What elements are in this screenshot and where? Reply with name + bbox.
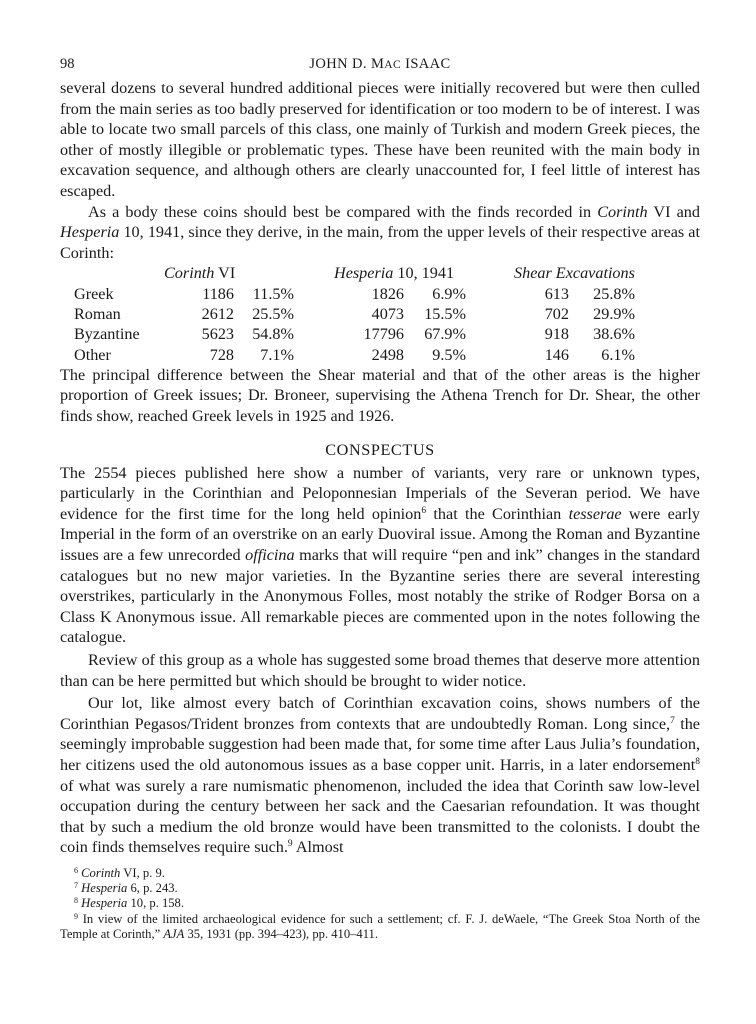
table-cell: 702 bbox=[544, 304, 569, 323]
page-number: 98 bbox=[60, 56, 75, 72]
running-title bbox=[60, 56, 700, 73]
author-name-rest: ISAAC bbox=[401, 56, 451, 72]
comparison-table bbox=[74, 263, 635, 364]
row-label: Byzantine bbox=[74, 325, 140, 344]
table-cell: 6.9% bbox=[432, 284, 466, 303]
table-cell: 728 bbox=[209, 345, 234, 364]
table-cell: 4073 bbox=[371, 304, 404, 323]
table-cell: 67.9% bbox=[424, 325, 466, 344]
table-row bbox=[74, 304, 635, 324]
author-name-smallcaps: AC bbox=[384, 59, 402, 71]
table-cell: 918 bbox=[544, 325, 569, 344]
footnote: $^9$ In view of the limited archaeological evidence for such a settlement; cf. F. J. deWaele, “The Greek Stoa North of the Temple at Corinth,” AJA 35, 1931 (pp. 394–423), pp. 410–411. bbox=[60, 911, 700, 941]
row-label: Greek bbox=[74, 284, 114, 303]
table-row bbox=[74, 324, 635, 344]
table-cell: 1826 bbox=[371, 284, 404, 303]
footnote-ref: 9 bbox=[287, 839, 293, 850]
row-label: Roman bbox=[74, 304, 121, 323]
footnote-ref: 8 bbox=[695, 756, 700, 767]
footnote-ref: 6 bbox=[421, 505, 427, 516]
table-cell: 38.6% bbox=[593, 325, 635, 344]
table-header: Hesperia 10, 1941 bbox=[334, 264, 455, 283]
table-cell: 146 bbox=[544, 345, 569, 364]
table-header: Corinth VI bbox=[164, 264, 236, 283]
table-header: Shear Excavations bbox=[514, 264, 635, 283]
running-header bbox=[60, 52, 700, 78]
footnote: $^6$ Corinth VI, p. 9. bbox=[74, 865, 165, 880]
paragraph-1: several dozens to several hundred additional pieces were initially recovered but were then culled from the main series as too badly preserved for identification or too modern to be of interest. I was able to locate two small parcels of this class, one mainly of Turkish and modern Greek pieces, the other of mostly illegible or problematic types. These have been reunited with the main body in excavation sequence, and although others are clearly unaccounted for, I feel little of interest has escaped. bbox=[60, 79, 700, 200]
table-cell: 54.8% bbox=[252, 325, 294, 344]
table-cell: 9.5% bbox=[432, 345, 466, 364]
table-row bbox=[74, 284, 635, 304]
paragraph-4: The 2554 pieces published here show a number of variants, very rare or unknown types, particularly in the Corinthian and Peloponnesian Imperials of the Severan period. We have evidence for the first time for the long held opinion$^6$ that the Corinthian tesserae were early Imperial in the form of an overstrike on an early Duoviral issue. Among the Roman and Byzantine issues are a few unrecorded officina marks that will require “pen and ink” changes in the standard catalogues but no new major varieties. In the Byzantine series there are several interesting overstrikes, particularly in the Anonymous Folles, most notably the strike of Rodger Borsa on a Class K Anonymous issue. All remarkable pieces are commented upon in the notes following the catalogue. bbox=[60, 463, 701, 647]
footnote: $^7$ Hesperia 6, p. 243. bbox=[74, 881, 178, 896]
table-header-row bbox=[74, 263, 635, 283]
table-cell: 11.5% bbox=[252, 284, 294, 303]
table-cell: 2612 bbox=[201, 304, 234, 323]
table-cell: 613 bbox=[544, 284, 569, 303]
footnote-ref: 7 bbox=[670, 715, 675, 726]
table-cell: 17796 bbox=[363, 325, 404, 344]
page bbox=[60, 52, 700, 942]
table-cell: 6.1% bbox=[601, 345, 635, 364]
table-cell: 15.5% bbox=[424, 304, 466, 323]
table-cell: 5623 bbox=[201, 325, 234, 344]
paragraph-3: The principal difference between the Shear material and that of the other areas is the higher proportion of Greek issues; Dr. Broneer, supervising the Athena Trench for Dr. Shear, the other finds show, reached Greek levels in 1925 and 1926. bbox=[60, 365, 700, 426]
section-title: CONSPECTUS bbox=[325, 440, 435, 459]
paragraph-6: Our lot, like almost every batch of Corinthian excavation coins, shows numbers of the Corinthian Pegasos/Trident bronzes from contexts that are undoubtedly Roman. Long since,$^7$ the seemingly improbable suggestion had been made that, for some time after Laus Julia’s foundation, her citizens used the old autonomous issues as a base copper unit. Harris, in a later endorsement$^8$ of what was surely a rare numismatic phenomenon, included the idea that Corinth saw low-level occupation during the century between her sack and the Caesarian refoundation. It was thought that by such a medium the old bronze would have been transmitted to the colonists. I doubt the coin finds themselves require such.$^9$ Almost bbox=[60, 694, 700, 857]
footnote: $^8$ Hesperia 10, p. 158. bbox=[74, 896, 184, 911]
table-cell: 7.1% bbox=[260, 345, 294, 364]
table-cell: 29.9% bbox=[593, 304, 635, 323]
row-label: Other bbox=[74, 345, 111, 364]
table-row bbox=[74, 345, 635, 365]
table-cell: 2498 bbox=[371, 345, 404, 364]
footnotes bbox=[60, 866, 700, 942]
table-cell: 25.5% bbox=[252, 304, 294, 323]
paragraph-2: As a body these coins should best be compared with the finds recorded in Corinth VI and Hesperia 10, 1941, since they derive, in the main, from the upper levels of their respective areas at Corinth: bbox=[60, 202, 700, 262]
author-name: JOHN D. M bbox=[309, 56, 385, 72]
table-cell: 25.8% bbox=[593, 284, 635, 303]
paragraph-5: Review of this group as a whole has suggested some broad themes that deserve more attention than can be here permitted but which should be brought to wider notice. bbox=[60, 650, 700, 690]
table-cell: 1186 bbox=[202, 284, 234, 303]
